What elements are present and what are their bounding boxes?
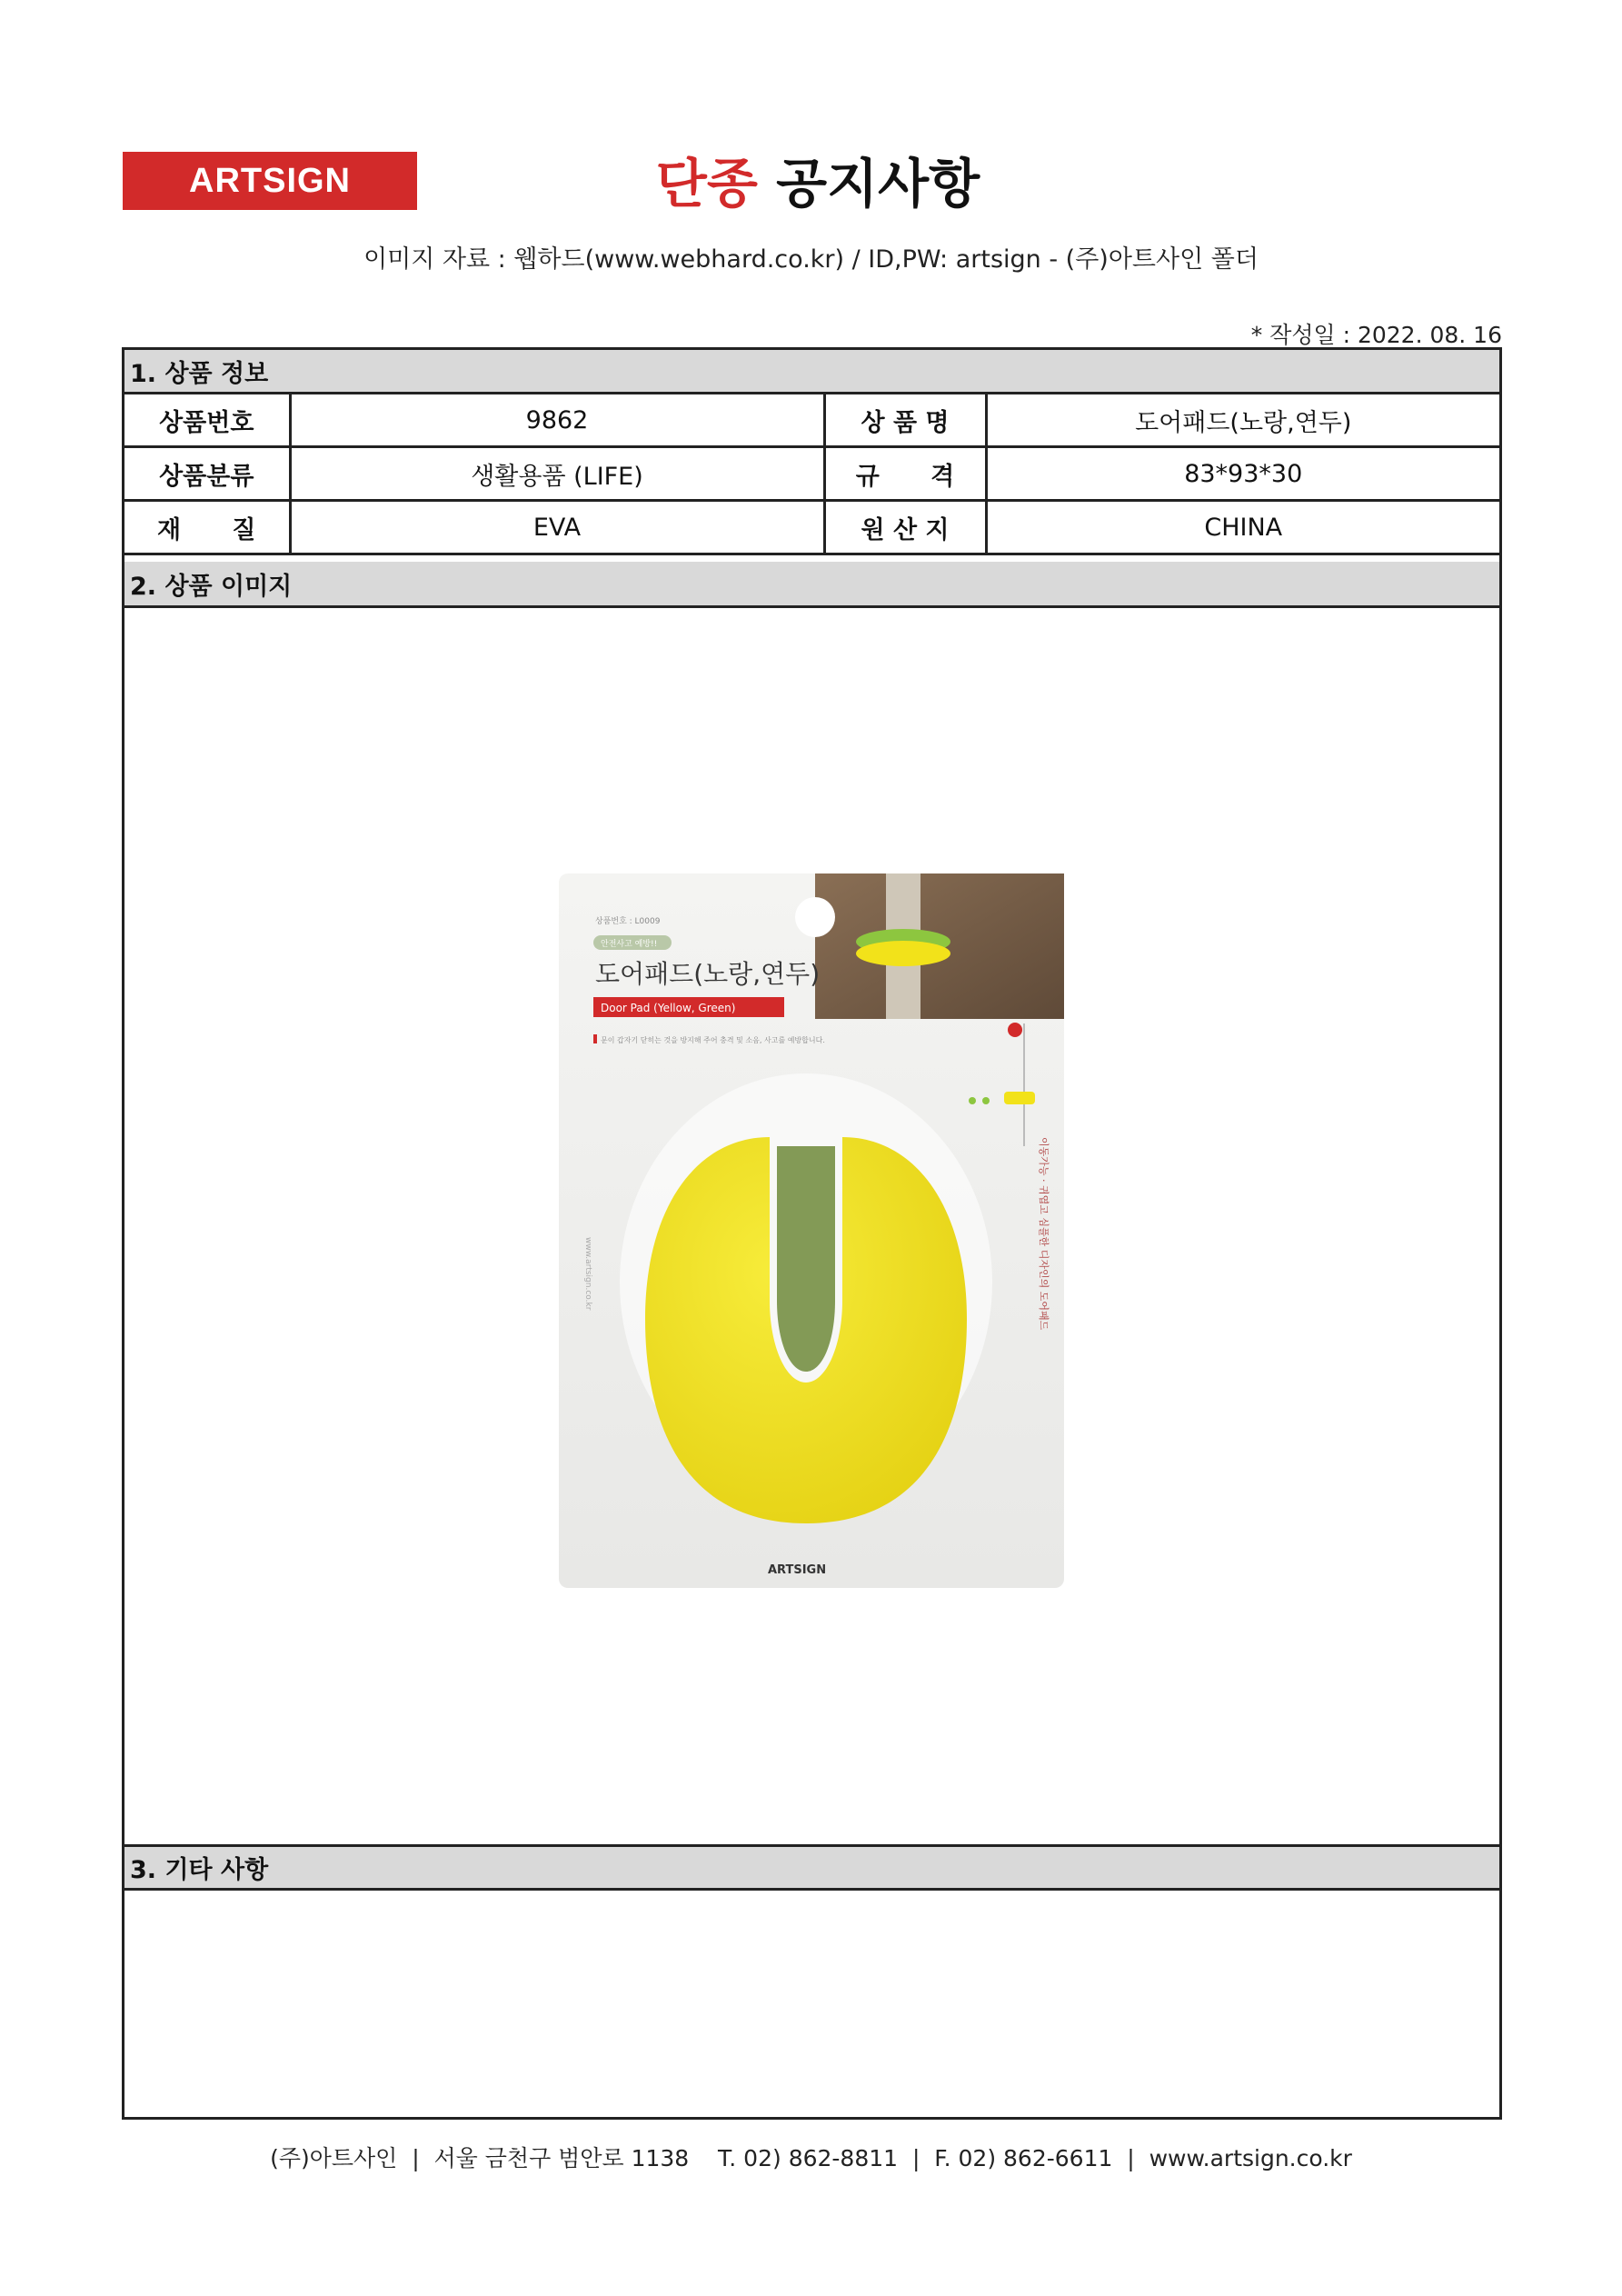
label-size: 규 격 <box>824 447 986 501</box>
value-origin: CHINA <box>986 501 1499 554</box>
section-product-info: 1. 상품 정보 <box>124 350 1499 394</box>
label-product-number: 상품번호 <box>124 394 290 447</box>
product-info-table <box>124 394 1499 555</box>
other-notes-area <box>124 1891 1499 2117</box>
company-footer: (주)아트사인 | 서울 금천구 범안로 1138 T. 02) 862-8811 | F. 02) 862-6611 | www.artsign.co.kr <box>270 2145 1352 2171</box>
safety-badge: 안전사고 예방!! <box>601 940 658 949</box>
value-category: 생활용품 (LIFE) <box>290 447 824 501</box>
hang-hole <box>795 897 835 937</box>
title-notice: 공지사항 <box>776 153 980 215</box>
value-material: EVA <box>290 501 824 554</box>
door-pad-green-insert <box>777 1146 835 1372</box>
image-source-info: 이미지 자료 : 웹하드(www.webhard.co.kr) / ID,PW: artsign - (주)아트사인 폴더 <box>363 245 1259 274</box>
table-row <box>124 501 1499 554</box>
card-brand: ARTSIGN <box>768 1563 827 1577</box>
product-image <box>559 873 1064 1588</box>
table-row <box>124 394 1499 447</box>
card-description: 문이 갑자기 닫히는 것을 방지해 주어 충격 및 소음, 사고를 예방합니다. <box>601 1036 825 1044</box>
product-code: 상품번호 : L0009 <box>595 917 661 926</box>
product-image-area <box>124 608 1499 1844</box>
section-other: 3. 기타 사항 <box>124 1844 1499 1891</box>
notice-frame <box>122 347 1502 2120</box>
value-product-name: 도어패드(노랑,연두) <box>986 394 1499 447</box>
artsign-logo: ARTSIGN <box>123 152 417 210</box>
label-category: 상품분류 <box>124 447 290 501</box>
card-website: www.artsign.co.kr <box>583 1237 592 1311</box>
section-product-image: 2. 상품 이미지 <box>124 562 1499 608</box>
card-english-name: Door Pad (Yellow, Green) <box>601 1002 736 1014</box>
title-discontinued: 단종 <box>655 153 758 215</box>
value-product-number: 9862 <box>290 394 824 447</box>
card-side-text: 이동가능 · 귀엽고 심플한 디자인의 도어패드 <box>1038 1137 1050 1331</box>
label-material: 재 질 <box>124 501 290 554</box>
created-date: * 작성일 : 2022. 08. 16 <box>1250 322 1502 348</box>
label-origin: 원 산 지 <box>824 501 986 554</box>
table-row <box>124 447 1499 501</box>
card-product-name: 도어패드(노랑,연두) <box>595 959 821 989</box>
page-title <box>545 141 1090 217</box>
value-size: 83*93*30 <box>986 447 1499 501</box>
label-product-name: 상 품 명 <box>824 394 986 447</box>
